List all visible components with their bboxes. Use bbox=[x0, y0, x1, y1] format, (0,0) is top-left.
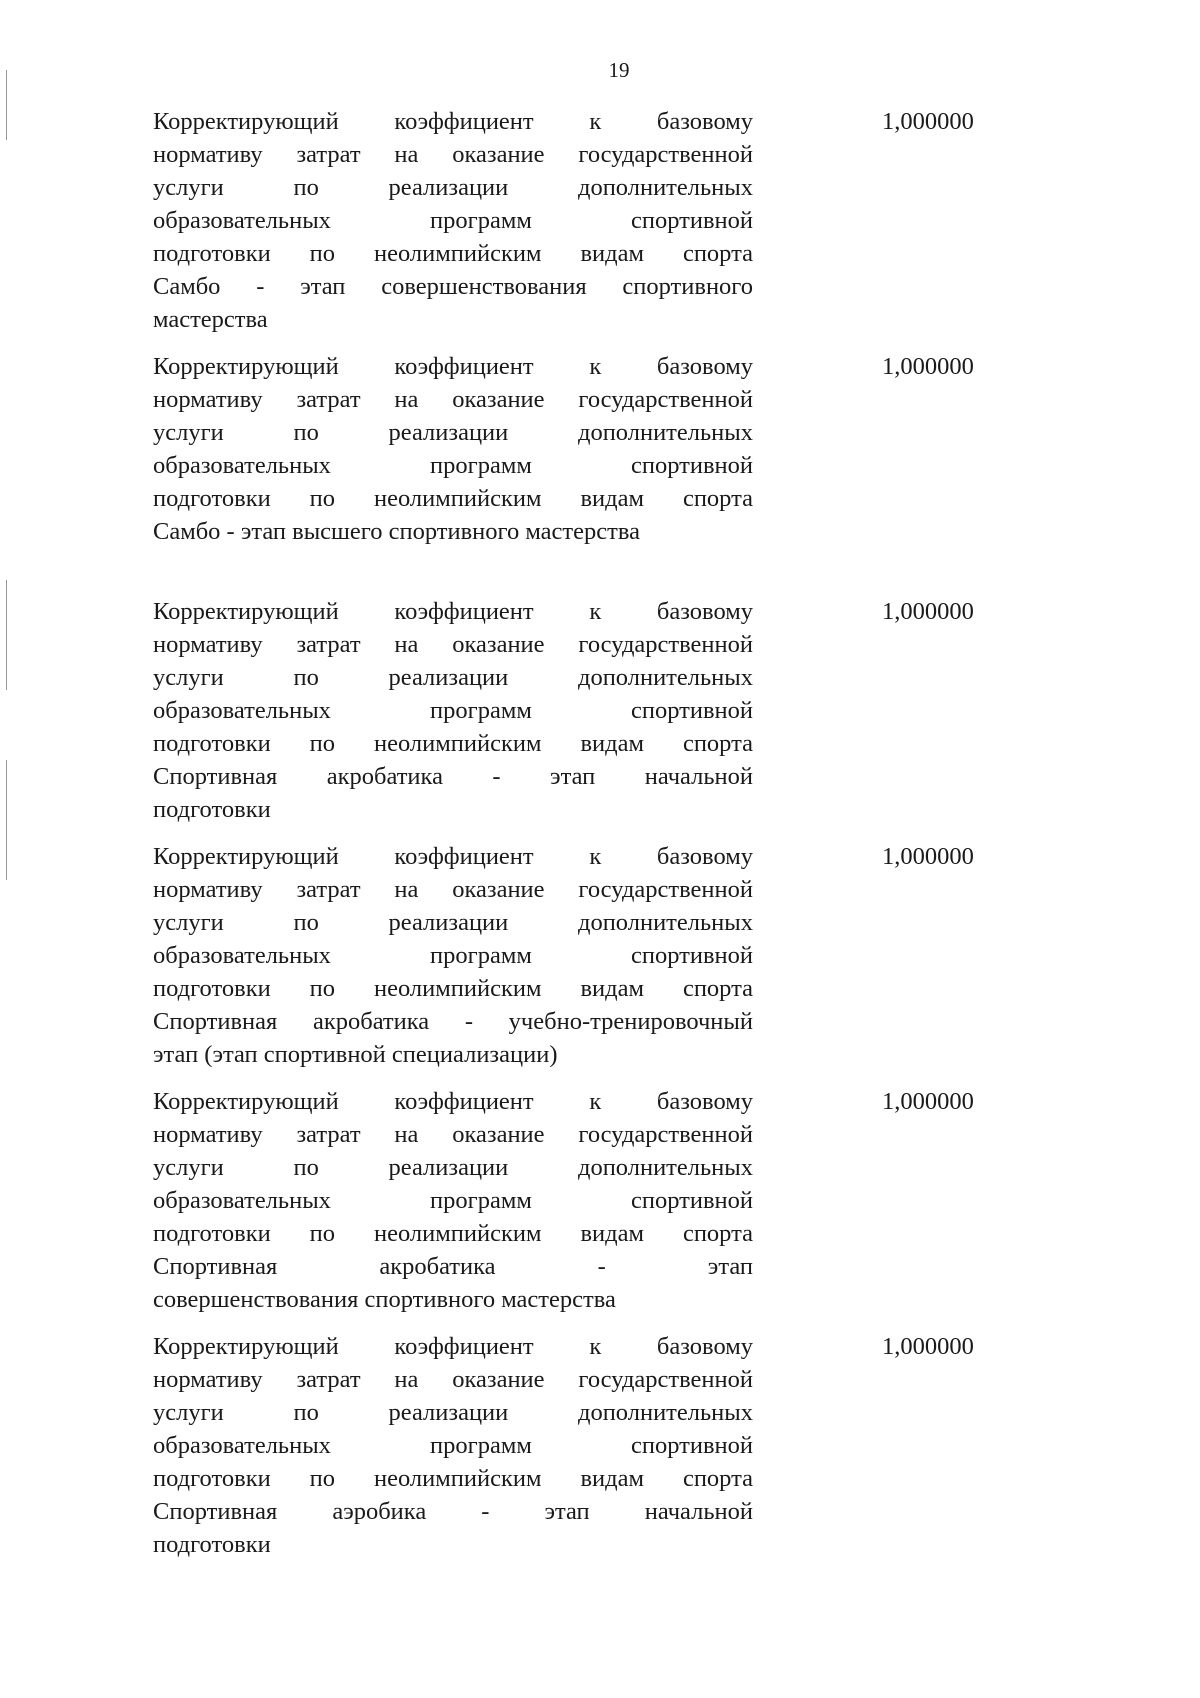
page-number: 19 bbox=[608, 58, 630, 82]
description-line: нормативу затрат на оказание государственной bbox=[153, 1121, 753, 1148]
coefficient-value: 1,000000 bbox=[882, 843, 974, 870]
description-line: образовательных программ спортивной bbox=[153, 207, 753, 234]
coefficient-value: 1,000000 bbox=[882, 598, 974, 625]
description-line: нормативу затрат на оказание государственной bbox=[153, 631, 753, 658]
description-line: образовательных программ спортивной bbox=[153, 452, 753, 479]
description-line: услуги по реализации дополнительных bbox=[153, 664, 753, 691]
coefficient-value: 1,000000 bbox=[882, 1333, 974, 1360]
description-line: Корректирующий коэффициент к базовому bbox=[153, 108, 753, 135]
description-line: услуги по реализации дополнительных bbox=[153, 1154, 753, 1181]
description-line: Спортивная акробатика - этап начальной bbox=[153, 763, 753, 790]
description-line: подготовки по неолимпийским видам спорта bbox=[153, 240, 753, 267]
description-line: образовательных программ спортивной bbox=[153, 942, 753, 969]
coefficient-description bbox=[153, 1330, 753, 1561]
coefficient-entry bbox=[0, 1325, 1200, 1570]
description-line: образовательных программ спортивной bbox=[153, 1187, 753, 1214]
description-line: этап (этап спортивной специализации) bbox=[153, 1041, 558, 1068]
coefficient-value: 1,000000 bbox=[882, 353, 974, 380]
description-line: Корректирующий коэффициент к базовому bbox=[153, 1088, 753, 1115]
coefficient-description bbox=[153, 105, 753, 336]
coefficient-value: 1,000000 bbox=[882, 108, 974, 135]
description-line: Самбо - этап высшего спортивного мастерства bbox=[153, 518, 640, 545]
description-line: подготовки по неолимпийским видам спорта bbox=[153, 975, 753, 1002]
coefficient-list bbox=[0, 100, 1200, 1570]
description-line: услуги по реализации дополнительных bbox=[153, 909, 753, 936]
description-line: Спортивная аэробика - этап начальной bbox=[153, 1498, 753, 1525]
description-line: подготовки bbox=[153, 1531, 271, 1558]
description-line: подготовки bbox=[153, 796, 271, 823]
description-line: Спортивная акробатика - учебно-тренировочный bbox=[153, 1008, 753, 1035]
description-line: подготовки по неолимпийским видам спорта bbox=[153, 1220, 753, 1247]
description-line: мастерства bbox=[153, 306, 268, 333]
description-line: подготовки по неолимпийским видам спорта bbox=[153, 730, 753, 757]
description-line: услуги по реализации дополнительных bbox=[153, 1399, 753, 1426]
description-line: услуги по реализации дополнительных bbox=[153, 419, 753, 446]
coefficient-entry bbox=[0, 100, 1200, 345]
coefficient-entry bbox=[0, 345, 1200, 590]
coefficient-description bbox=[153, 595, 753, 826]
description-line: нормативу затрат на оказание государственной bbox=[153, 876, 753, 903]
coefficient-entry bbox=[0, 1080, 1200, 1325]
description-line: образовательных программ спортивной bbox=[153, 697, 753, 724]
description-line: Корректирующий коэффициент к базовому bbox=[153, 843, 753, 870]
coefficient-entry bbox=[0, 835, 1200, 1080]
coefficient-description bbox=[153, 840, 753, 1071]
description-line: подготовки по неолимпийским видам спорта bbox=[153, 1465, 753, 1492]
coefficient-description bbox=[153, 350, 753, 548]
description-line: Самбо - этап совершенствования спортивного bbox=[153, 273, 753, 300]
coefficient-value: 1,000000 bbox=[882, 1088, 974, 1115]
description-line: образовательных программ спортивной bbox=[153, 1432, 753, 1459]
description-line: Корректирующий коэффициент к базовому bbox=[153, 598, 753, 625]
description-line: нормативу затрат на оказание государственной bbox=[153, 386, 753, 413]
description-line: Корректирующий коэффициент к базовому bbox=[153, 353, 753, 380]
description-line: Корректирующий коэффициент к базовому bbox=[153, 1333, 753, 1360]
coefficient-entry bbox=[0, 590, 1200, 835]
description-line: нормативу затрат на оказание государственной bbox=[153, 1366, 753, 1393]
description-line: совершенствования спортивного мастерства bbox=[153, 1286, 616, 1313]
description-line: Спортивная акробатика - этап bbox=[153, 1253, 753, 1280]
description-line: подготовки по неолимпийским видам спорта bbox=[153, 485, 753, 512]
coefficient-description bbox=[153, 1085, 753, 1316]
description-line: нормативу затрат на оказание государственной bbox=[153, 141, 753, 168]
description-line: услуги по реализации дополнительных bbox=[153, 174, 753, 201]
